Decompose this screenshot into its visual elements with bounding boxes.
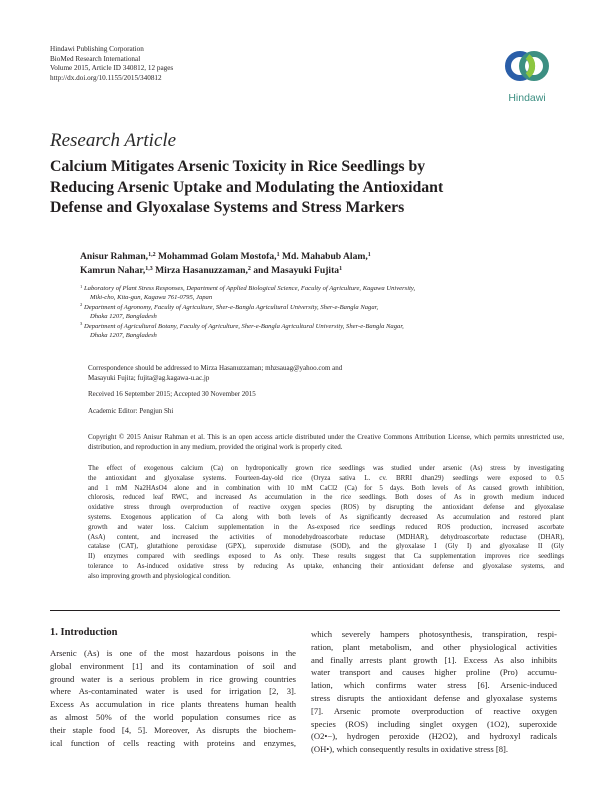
affiliation-item: 3 Department of Agricultural Botany, Faculty of Agriculture, Sher-e-Bangla Agricultural University, Sher-e-Bangla Nagar, Dhaka 1207, Bangladesh (80, 321, 404, 340)
affiliation-text: Department of Agricultural Botany, Faculty of Agriculture, Sher-e-Bangla Agricultural University, Sher-e-Bangla Nagar, (84, 322, 404, 330)
doi-link[interactable]: http://dx.doi.org/10.1155/2015/340812 (50, 73, 162, 82)
abstract-line: catalase (CAT), glutathione peroxidase (GPX), superoxide dismutase (SOD), and the glyoxalase I (Gly I) and glyoxalase II (Gly (88, 543, 564, 551)
body-line: ration, plant metabolism, and other physiological activities (311, 641, 557, 652)
body-line: ical function of cells reacting with proteins and enzymes, (50, 737, 296, 748)
logo-wordmark: Hindawi (508, 92, 546, 104)
abstract (88, 464, 564, 582)
body-line: ground water is a serious problem in rice growing countries (50, 673, 296, 684)
body-line: and finally arrests plant growth [1]. Excess As also inhibits (311, 654, 557, 665)
abstract-line: systems. Exogenous application of Ca along with both levels of As significantly decreased As accumulation and restored plant (88, 513, 564, 521)
body-line: water transport and causes higher proline (Pro) accumu- (311, 667, 557, 678)
author-name: Anisur Rahman, (80, 251, 149, 262)
article-type: Research Article (50, 130, 177, 151)
abstract-line: chlorosis, reduced leaf RWC, and increased As accumulation in the rice seedlings. Both doses of As in growth medium induced (88, 494, 564, 502)
body-line: (OH•), which consequently results in oxidative stress [8]. (311, 744, 509, 755)
section-divider (50, 610, 560, 611)
affiliation-item: 2 Department of Agronomy, Faculty of Agriculture, Sher-e-Bangla Agricultural University, Sher-e-Bangla Nagar, Dhaka 1207, Bangladesh (80, 302, 379, 321)
body-line: their staple food [4, 5]. Moreover, As disrupts the biochem- (50, 724, 296, 735)
affiliation-text: Dhaka 1207, Bangladesh (90, 332, 157, 340)
abstract-line: and 1 mM Na2HAsO4 alone and in combination with 10 mM CaCl2 (Ca) for 5 days. Both levels of As caused growth inhibition, (88, 484, 564, 492)
abstract-line: growth and water loss. Calcium supplementation in the As-exposed rice seedlings reduced ROS production, increased ascorbate (88, 523, 564, 531)
abstract-line: tolerance to As-induced oxidative stress by reducing As uptake, enhancing their antioxidant defense and glyoxalase systems, and (88, 562, 564, 570)
abstract-line: oxidative stress through overproduction of reactive oxygen species (ROS) by disrupting the antioxidant defense and glyoxalase (88, 504, 564, 512)
author-affil-sup: 1,2 (148, 252, 156, 258)
volume-info: Volume 2015, Article ID 340812, 12 pages (50, 64, 174, 73)
title-line: Reducing Arsenic Uptake and Modulating the Antioxidant (50, 178, 444, 196)
journal-name: BioMed Research International (50, 54, 141, 63)
author-affil-sup: 1,3 (145, 265, 153, 272)
author-line (80, 264, 560, 278)
affiliation-text: Laboratory of Plant Stress Responses, Department of Applied Biological Science, Faculty of Agriculture, Kagawa University, (84, 285, 416, 292)
body-column-right (311, 628, 557, 756)
body-line: species (ROS) including singlet oxygen (1O2), superoxide (311, 718, 557, 729)
author-affil-sup: 1 (367, 252, 371, 258)
body-line: lation, which confirms water stress [6]. Arsenic-induced (311, 680, 557, 691)
journal-header (50, 45, 173, 83)
title-line: Calcium Mitigates Arsenic Toxicity in Rice Seedlings by (50, 158, 426, 175)
copyright-notice: Copyright © 2015 Anisur Rahman et al. This is an open access article distributed under the Creative Commons Attribution License, which permits unrestricted use, distribution, and reproduction in any medium, provided the original work is properly cited. (88, 433, 564, 451)
abstract-line: II) enzymes compared with seedlings exposed to As only. These results suggest that Ca supplementation improves rice seedlings (88, 553, 564, 561)
body-line: global environment [1] and its contamination of soil and (50, 660, 296, 671)
affiliation-text: Miki-cho, Kita-gun, Kagawa 761-0795, Japan (90, 294, 213, 302)
abstract-line: the antioxidant and glyoxalase systems. Fourteen-day-old rice (Oryza sativa L. cv. BRRI dhan29) seedlings were exposed to 0.5 (88, 474, 564, 482)
dates-text: Received 16 September 2015; Accepted 30 November 2015 (88, 390, 256, 398)
correspondence (88, 363, 342, 383)
body-line: (O2•−), hydrogen peroxide (H2O2), and hydroxyl radicals (311, 731, 557, 742)
author-name: Mirza Hasanuzzaman, (152, 264, 248, 276)
affiliation-item: 1 Laboratory of Plant Stress Responses, Department of Applied Biological Science, Faculty of Agriculture, Kagawa University, Miki-cho, Kita-gun, Kagawa 761-0795, Japan (80, 283, 416, 302)
author-affil-sup: 1 (339, 265, 343, 272)
publisher-name: Hindawi Publishing Corporation (50, 45, 144, 53)
affiliation-list (80, 284, 570, 340)
affiliation-text: Dhaka 1207, Bangladesh (90, 313, 157, 321)
editor-text: Academic Editor: Pengjun Shi (88, 407, 174, 415)
body-line: which severely hampers photosynthesis, transpiration, respi- (311, 629, 557, 639)
author-name: Mohammad Golam Mostofa, (155, 251, 277, 262)
author-list (80, 250, 560, 277)
abstract-line: The effect of exogenous calcium (Ca) on hydroponically grown rice seedlings was studied under arsenic (As) stress by investigating (88, 465, 564, 472)
section-heading-introduction: 1. Introduction (50, 627, 118, 638)
author-affil-sup: 1 (276, 252, 280, 258)
correspondence-line: Masayuki Fujita; fujita@ag.kagawa-u.ac.jp (88, 374, 210, 382)
author-name: Kamrun Nahar, (80, 264, 146, 276)
academic-editor (88, 407, 173, 415)
received-accepted-dates (88, 390, 256, 398)
body-line: Arsenic (As) is one of the most hazardous poisons in the (50, 648, 296, 658)
author-affil-sup: 2 (247, 265, 251, 272)
body-line: Excess As accumulation in rice plants threatens human health (50, 699, 296, 710)
author-name: Md. Mahabub Alam, (279, 251, 368, 262)
paper-title (50, 157, 560, 219)
author-line (80, 250, 560, 264)
correspondence-line: Correspondence should be addressed to Mirza Hasanuzzaman; mhzsauag@yahoo.com and (88, 364, 343, 372)
hindawi-logo-icon (496, 46, 558, 86)
body-line: stress disrupts the antioxidant defense and glyoxalase systems (311, 692, 557, 703)
affiliation-text: Department of Agronomy, Faculty of Agriculture, Sher-e-Bangla Agricultural University, Sher-e-Bangla Nagar, (84, 303, 379, 311)
body-line: [7]. Arsenic promote overproduction of reactive oxygen (311, 705, 557, 716)
body-column-left (50, 647, 296, 749)
abstract-line: also improving growth and physiological condition. (88, 572, 231, 580)
body-line: where As-contaminated water is used for irrigation [2, 3]. (50, 686, 296, 697)
author-name: and Masayuki Fujita (250, 264, 340, 276)
body-line: as almost 50% of the world population consumes rice as (50, 711, 296, 722)
title-line: Defense and Glyoxalase Systems and Stress Markers (50, 199, 405, 216)
abstract-line: (AsA) content, and increased the activities of monodehydroascorbate reductase (MDHAR), dehydroascorbate reductase (DHAR), (88, 533, 564, 541)
